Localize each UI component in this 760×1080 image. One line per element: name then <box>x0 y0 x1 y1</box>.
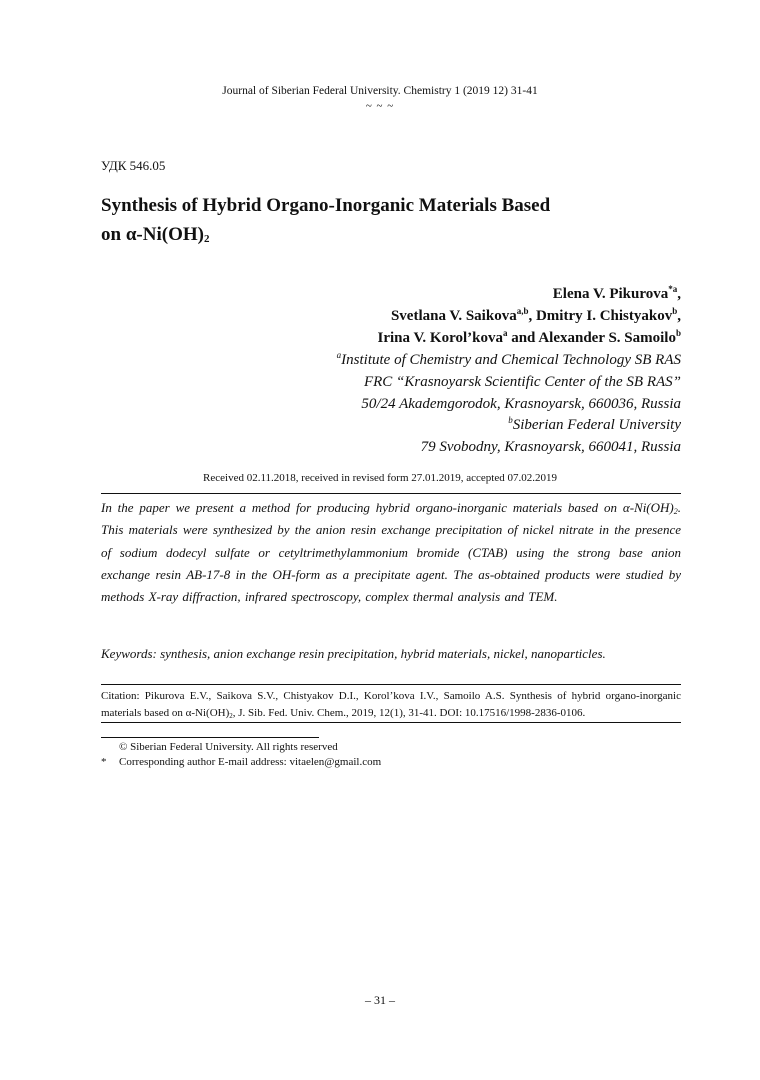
author-name: Svetlana V. Saikova <box>390 308 517 325</box>
title-line-2 <box>101 220 550 249</box>
received-dates: Received 02.11.2018, received in revised form 27.01.2019, accepted 07.02.2019 <box>203 472 557 484</box>
affiliation-a-line-1: $^a$Institute of Chemistry and Chemical Technology SB RAS <box>336 350 681 368</box>
footnote-rule <box>101 737 319 738</box>
author-affiliation-mark: *a <box>668 284 678 294</box>
corresponding-author-note: * Corresponding author E-mail address: vitaelen@gmail.com <box>101 756 382 768</box>
citation-bottom-rule <box>101 722 681 723</box>
author-affiliation-mark: b <box>672 306 678 317</box>
affiliation-a-line-2: FRC “Krasnoyarsk Scientific Center of the SB RAS” <box>363 373 681 390</box>
affiliation-b-line-1: $^b$Siberian Federal University <box>508 415 681 434</box>
copyright-note: © Siberian Federal University. All rights reserved <box>119 741 338 753</box>
header-ornament: ~ ~ ~ <box>365 100 395 112</box>
title-formula-subscript: 2 <box>203 233 210 246</box>
citation: Citation: Pikurova E.V., Saikova S.V., Chistyakov D.I., Korol’kova I.V., Samoilo A.S. Synthesis of hybrid organo-inorganic materials based on $\alpha-Ni(OH)_2$, J. Sib. Fed. Univ. Chem., 2019, 12(1), 31-41. DOI: 10.17516/1998-2836-0106. <box>101 690 681 721</box>
abstract-subscript: 2 <box>673 507 678 516</box>
article-title <box>101 191 550 250</box>
affiliation-mark: a <box>336 350 342 360</box>
title-line-1: Synthesis of Hybrid Organo-Inorganic Materials Based <box>101 195 551 216</box>
citation-top-rule <box>101 684 681 685</box>
abstract: In the paper we present a method for producing hybrid organo-inorganic materials based on $\alpha-Ni(OH)_2$. This materials were synthesized by the anion resin exchange precipitation of nickel nitrate in the presence of sodium dodecyl sulfate or cetyltrimethylammonium bromide (CTAB) using the strong base anion exchange resin AB-17-8 in the OH-form as a precipitate agent. The as-obtained products were studied by methods X-ray diffraction, infrared spectroscopy, complex thermal analysis and TEM. <box>101 500 681 605</box>
page-number: – 31 – <box>365 993 395 1007</box>
author-line-1: Elena V. Pikurova$^{*a}$, <box>552 284 681 302</box>
affiliation-b-line-2: 79 Svobodny, Krasnoyarsk, 660041, Russia <box>420 439 681 455</box>
affiliation-list <box>337 350 681 459</box>
author-name: Elena V. Pikurova <box>552 286 669 302</box>
author-line-3: Irina V. Korol’kova$^a$ and Alexander S. Samoilo$^b$ <box>377 328 681 347</box>
abstract-top-rule <box>101 493 681 494</box>
journal-header: Journal of Siberian Federal University. Chemistry 1 (2019 12) 31-41 <box>222 85 538 97</box>
affiliation-a-line-3: 50/24 Akademgorodok, Krasnoyarsk, 660036, Russia <box>361 395 681 412</box>
author-name: Alexander S. Samoilo <box>538 330 676 347</box>
footnote-asterisk: * <box>101 756 107 768</box>
citation-subscript: 2 <box>229 712 233 721</box>
udk-code: УДК 546.05 <box>101 158 166 173</box>
author-name: Dmitry I. Chistyakov <box>535 308 673 325</box>
affiliation-mark: b <box>508 415 513 426</box>
author-name: Irina V. Korol’kova <box>377 330 503 347</box>
keywords: Keywords: synthesis, anion exchange resin precipitation, hybrid materials, nickel, nanoparticles. <box>101 646 606 661</box>
author-affiliation-mark: a <box>502 328 508 339</box>
author-line-2: Svetlana V. Saikova$^{a,b}$, Dmitry I. Chistyakov$^b$, <box>390 306 681 325</box>
author-affiliation-mark: b <box>675 328 681 339</box>
author-list <box>378 283 681 349</box>
author-affiliation-mark: a,b <box>516 306 529 317</box>
title-formula: on α-Ni(OH) <box>101 224 204 246</box>
